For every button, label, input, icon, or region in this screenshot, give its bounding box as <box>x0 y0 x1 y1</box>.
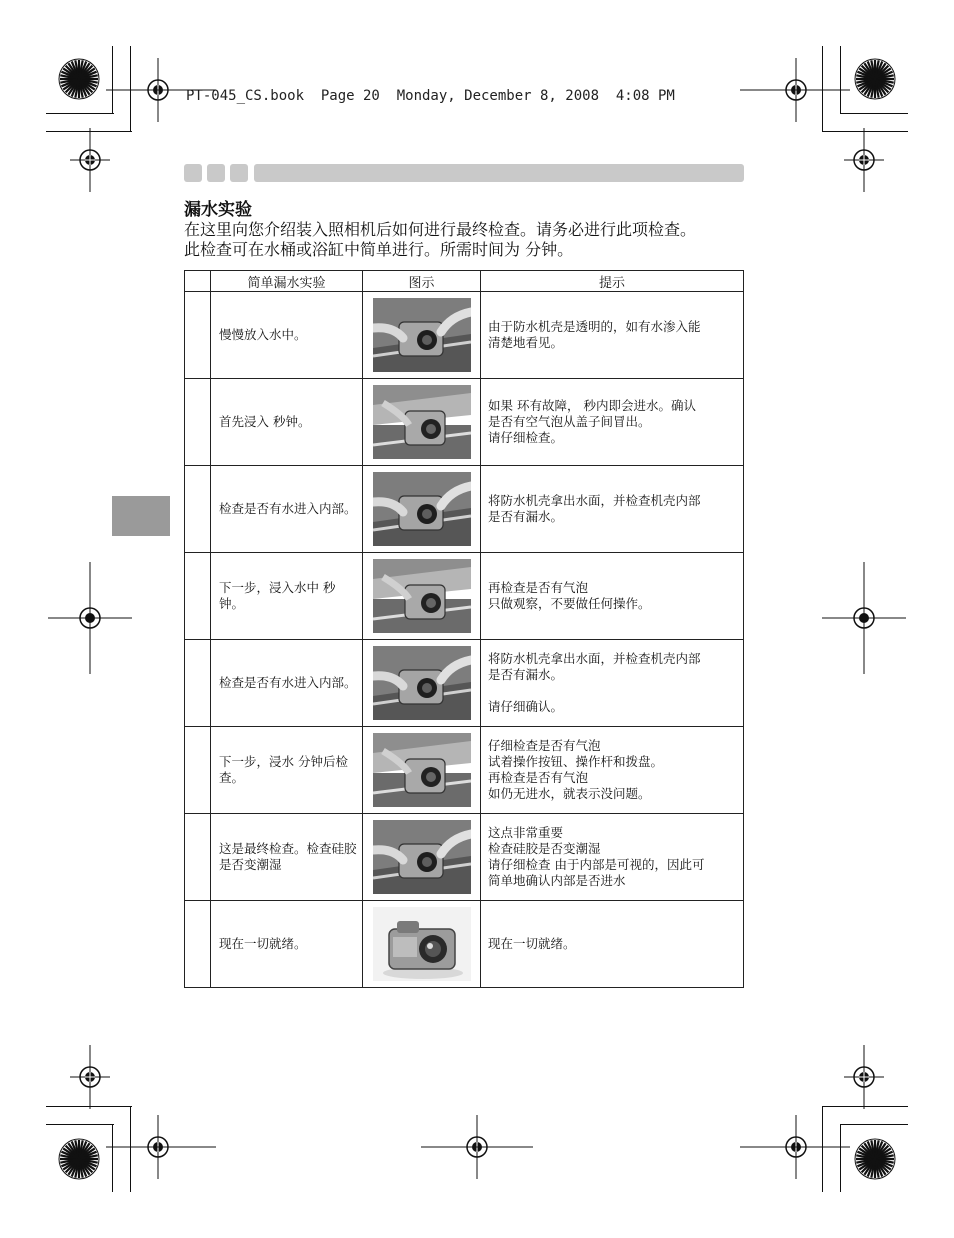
tab-square <box>184 164 202 182</box>
hint-line: 是否有漏水。 <box>488 667 564 682</box>
table-row <box>185 379 744 466</box>
illustration-cell <box>363 901 481 988</box>
hint-line: 如果 环有故障， 秒内即会进水。确认 <box>488 398 696 413</box>
step-cell: 检查是否有水进入内部。 <box>211 640 363 727</box>
row-number-cell <box>185 466 211 553</box>
hint-line: 检查硅胶是否变潮湿 <box>488 841 601 856</box>
step-cell: 检查是否有水进入内部。 <box>211 466 363 553</box>
hint-line: 是否有空气泡从盖子间冒出。 <box>488 414 651 429</box>
row-number-cell <box>185 814 211 901</box>
table-row <box>185 640 744 727</box>
leak-test-photo <box>373 820 471 894</box>
hint-line: 再检查是否有气泡 <box>488 770 589 785</box>
hint-line: 现在一切就绪。 <box>488 936 576 951</box>
leak-test-table <box>184 270 744 988</box>
table-row <box>185 814 744 901</box>
table-row <box>185 901 744 988</box>
step-cell: 下一步，浸入水中 秒钟。 <box>211 553 363 640</box>
illustration-cell <box>363 292 481 379</box>
row-number-cell <box>185 553 211 640</box>
row-number-cell <box>185 379 211 466</box>
hint-line: 请仔细确认。 <box>488 699 564 714</box>
table-row <box>185 292 744 379</box>
hint-line: 仔细检查是否有气泡 <box>488 738 601 753</box>
step-cell: 现在一切就绪。 <box>211 901 363 988</box>
hint-line: 清楚地看见。 <box>488 335 564 350</box>
leak-test-photo <box>373 472 471 546</box>
hint-line: 简单地确认内部是否进水 <box>488 873 626 888</box>
hint-cell <box>481 466 744 553</box>
intro-line: 此检查可在水桶或浴缸中简单进行。所需时间为 分钟。 <box>184 240 574 259</box>
hint-cell <box>481 727 744 814</box>
illustration-cell <box>363 814 481 901</box>
hint-line: 这点非常重要 <box>488 825 564 840</box>
row-number-cell <box>185 640 211 727</box>
illustration-cell <box>363 553 481 640</box>
step-cell: 慢慢放入水中。 <box>211 292 363 379</box>
print-header: PT-045_CS.book Page 20 Monday, December 8, 2008 4:08 PM <box>186 88 675 104</box>
intro-line: 在这里向您介绍装入照相机后如何进行最终检查。请务必进行此项检查。 <box>184 220 697 239</box>
table-row <box>185 466 744 553</box>
tab-bar-strip <box>254 164 744 182</box>
hint-cell <box>481 292 744 379</box>
hint-line: 将防水机壳拿出水面，并检查机壳内部 <box>488 493 701 508</box>
hint-line: 是否有漏水。 <box>488 509 564 524</box>
leak-test-photo <box>373 646 471 720</box>
hint-line: 由于防水机壳是透明的，如有水渗入能 <box>488 319 701 334</box>
leak-test-photo <box>373 385 471 459</box>
hint-cell <box>481 901 744 988</box>
leak-test-photo <box>373 298 471 372</box>
hint-line: 请仔细检查。 <box>488 430 564 445</box>
illustration-cell <box>363 466 481 553</box>
table-row <box>185 553 744 640</box>
hint-line: 试着操作按钮、操作杆和拨盘。 <box>488 754 664 769</box>
camera-housing-photo <box>373 907 471 981</box>
hint-cell <box>481 379 744 466</box>
illustration-cell <box>363 379 481 466</box>
illustration-cell <box>363 640 481 727</box>
step-cell: 下一步，浸水 分钟后检查。 <box>211 727 363 814</box>
illustration-cell <box>363 727 481 814</box>
header-cell-number <box>185 271 211 292</box>
step-cell: 这是最终检查。检查硅胶是否变潮湿 <box>211 814 363 901</box>
step-cell: 首先浸入 秒钟。 <box>211 379 363 466</box>
hint-line: 将防水机壳拿出水面，并检查机壳内部 <box>488 651 701 666</box>
row-number-cell <box>185 292 211 379</box>
leak-test-photo <box>373 559 471 633</box>
header-cell-hint: 提示 <box>481 271 744 292</box>
hint-line: 只做观察，不要做任何操作。 <box>488 596 651 611</box>
hint-cell <box>481 814 744 901</box>
page-title: 漏水实验 <box>184 200 252 220</box>
intro-text <box>184 220 764 260</box>
hint-cell <box>481 640 744 727</box>
row-number-cell <box>185 727 211 814</box>
row-number-cell <box>185 901 211 988</box>
tab-square <box>207 164 225 182</box>
chapter-thumb-tab <box>112 496 170 536</box>
hint-line: 如仍无进水，就表示没问题。 <box>488 786 651 801</box>
hint-line <box>488 683 739 699</box>
leak-test-photo <box>373 733 471 807</box>
table-header-row <box>185 271 744 292</box>
table-row <box>185 727 744 814</box>
hint-line: 请仔细检查 由于内部是可视的，因此可 <box>488 857 705 872</box>
tab-square <box>230 164 248 182</box>
hint-line: 再检查是否有气泡 <box>488 580 589 595</box>
header-cell-illustration: 图示 <box>363 271 481 292</box>
hint-cell <box>481 553 744 640</box>
header-cell-step: 简单漏水实验 <box>211 271 363 292</box>
